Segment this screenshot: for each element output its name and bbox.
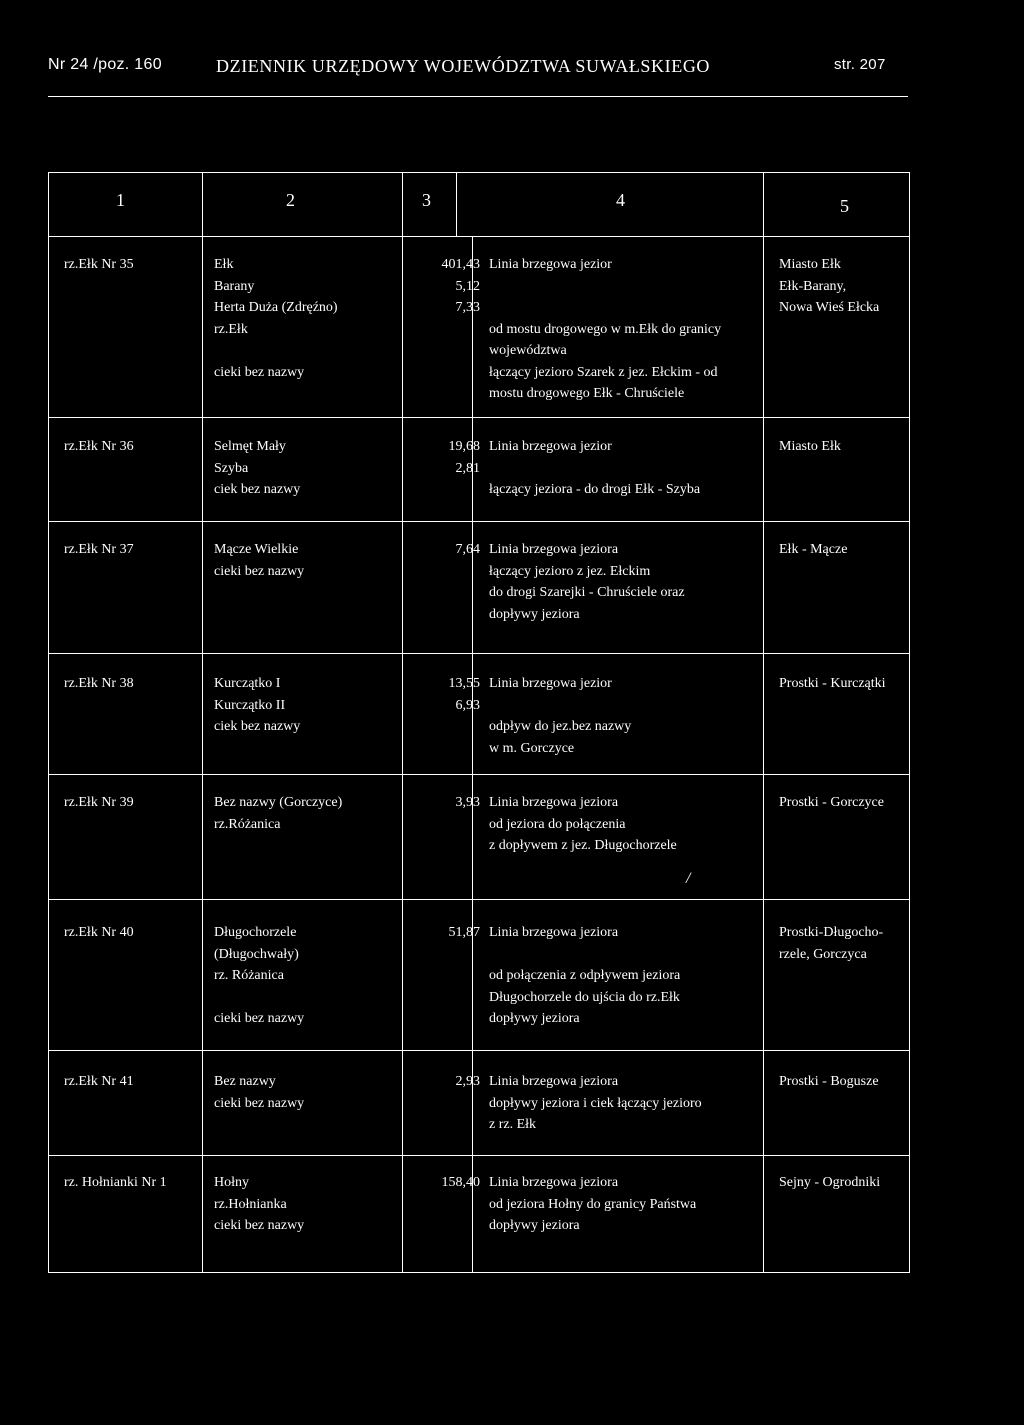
cell-line: Linia brzegowa jeziora — [489, 1074, 619, 1089]
locality-cell — [779, 792, 909, 814]
area-values-cell — [414, 254, 480, 319]
cell-line: łączący jeziora - do drogi Ełk - Szyba — [489, 482, 701, 497]
cell-line: łączący jezioro Szarek z jez. Ełckim - od — [489, 364, 718, 380]
locality-cell — [779, 436, 909, 458]
cell-line: 2,81 — [455, 460, 480, 476]
table-horizontal-rule — [48, 1050, 910, 1051]
boundary-description-cell — [489, 1172, 784, 1237]
cell-line: odpływ do jez.bez nazwy — [489, 719, 632, 734]
cell-line: od jeziora Hołny do granicy Państwa — [489, 1196, 697, 1212]
table-horizontal-rule — [48, 521, 910, 522]
river-code-cell — [64, 792, 204, 814]
cell-line: z rz. Ełk — [489, 1117, 537, 1132]
cell-line: Sejny - Ogrodniki — [779, 1175, 881, 1190]
cell-line: rz.Ełk Nr 41 — [64, 1074, 134, 1089]
table-horizontal-rule — [48, 774, 910, 775]
cell-line: rz. Różanica — [214, 968, 284, 983]
area-values-cell — [414, 673, 480, 716]
cell-line: Kurczątko II — [214, 697, 286, 713]
locality-cell — [779, 539, 909, 561]
water-body-names-cell — [214, 673, 414, 738]
locality-cell — [779, 673, 909, 695]
area-values-cell — [414, 1172, 480, 1194]
cell-line: Linia brzegowa jeziora — [489, 542, 619, 557]
cell-line — [489, 276, 784, 298]
boundary-description-cell — [489, 673, 784, 759]
cell-line: Selmęt Mały — [214, 439, 286, 454]
cell-line: Kurczątko I — [214, 676, 281, 691]
cell-line: rz.Ełk Nr 35 — [64, 257, 134, 272]
river-code-cell — [64, 1172, 204, 1194]
cell-line: rz.Ełk Nr 38 — [64, 676, 134, 691]
cell-line: cieki bez nazwy — [214, 1011, 305, 1026]
cell-line: Ełk - Mącze — [779, 542, 848, 557]
cell-line: Linia brzegowa jeziora — [489, 925, 619, 940]
table-horizontal-rule — [48, 653, 910, 654]
cell-line: rz.Ełk Nr 39 — [64, 795, 134, 810]
table-horizontal-rule — [48, 899, 910, 900]
cell-line: rz.Ełk Nr 36 — [64, 439, 134, 454]
water-body-names-cell — [214, 539, 414, 582]
cell-line: dopływy jeziora i ciek łączący jezioro — [489, 1095, 702, 1111]
cell-line: 13,55 — [448, 676, 480, 691]
cell-line: cieki bez nazwy — [214, 1218, 305, 1233]
column-header-5: 5 — [840, 196, 849, 216]
cell-line: 7,33 — [455, 300, 480, 315]
table-vertical-rule — [472, 236, 473, 1272]
locality-cell — [779, 1071, 909, 1093]
header-rule — [48, 96, 908, 97]
cell-line: Prostki - Bogusze — [779, 1074, 879, 1089]
cell-line: Linia brzegowa jeziora — [489, 795, 619, 810]
cell-line: Nowa Wieś Ełcka — [779, 300, 880, 315]
water-body-names-cell — [214, 922, 414, 1030]
water-body-names-cell — [214, 436, 414, 501]
cell-line: Hołny — [214, 1175, 249, 1190]
cell-line: rz.Różanica — [214, 816, 281, 832]
table-horizontal-rule — [48, 417, 910, 418]
cell-line: cieki bez nazwy — [214, 1095, 305, 1111]
cell-line: Linia brzegowa jeziora — [489, 1175, 619, 1190]
cell-line: mostu drogowego Ełk - Chruściele — [489, 386, 685, 401]
cell-line: Ełk — [214, 257, 234, 272]
cell-line: Prostki - Kurczątki — [779, 676, 886, 691]
river-code-cell — [64, 922, 204, 944]
cell-line: cieki bez nazwy — [214, 563, 305, 579]
boundary-description-cell — [489, 436, 784, 501]
cell-line: rz.Ełk Nr 40 — [64, 925, 134, 940]
cell-line: Prostki - Gorczyce — [779, 795, 884, 810]
cell-line: ciek bez nazwy — [214, 719, 301, 734]
page-header — [48, 56, 908, 86]
cell-line — [489, 297, 784, 319]
boundary-description-cell — [489, 539, 784, 625]
cell-line: do drogi Szarejki - Chruściele oraz — [489, 585, 685, 600]
cell-line: 51,87 — [448, 925, 480, 940]
cell-line: ciek bez nazwy — [214, 482, 301, 497]
cell-line: Długochorzele do ujścia do rz.Ełk — [489, 989, 680, 1005]
column-header-2: 2 — [286, 190, 295, 210]
cell-line: rzele, Gorczyca — [779, 946, 867, 962]
area-values-cell — [414, 792, 480, 814]
water-body-names-cell — [214, 792, 414, 835]
cell-line: 2,93 — [455, 1074, 480, 1089]
cell-line — [489, 944, 784, 966]
area-values-cell — [414, 1071, 480, 1093]
cell-line: rz.Ełk — [214, 321, 248, 337]
column-header-3: 3 — [422, 190, 431, 210]
issue-number: Nr 24 /poz. 160 — [48, 56, 162, 73]
cell-line: w m. Gorczyce — [489, 740, 575, 756]
area-values-cell — [414, 539, 480, 561]
cell-line: 7,64 — [455, 542, 480, 557]
cell-line: Linia brzegowa jezior — [489, 676, 612, 691]
cell-line: Mącze Wielkie — [214, 542, 299, 557]
column-header-4: 4 — [616, 190, 625, 210]
water-body-names-cell — [214, 254, 414, 383]
cell-line — [489, 458, 784, 480]
cell-line: od jeziora do połączenia — [489, 816, 626, 832]
cell-line: od połączenia z odpływem jeziora — [489, 968, 681, 983]
table-vertical-rule — [909, 172, 910, 1272]
cell-line: (Długochwały) — [214, 946, 299, 962]
cell-line: Miasto Ełk — [779, 257, 841, 272]
cell-line: rz.Hołnianka — [214, 1196, 287, 1212]
cell-line — [489, 695, 784, 717]
river-code-cell — [64, 539, 204, 561]
cell-line: 401,43 — [441, 257, 480, 272]
cell-line: województwa — [489, 343, 567, 358]
cell-line — [214, 340, 414, 362]
cell-line: cieki bez nazwy — [214, 364, 305, 380]
cell-line: 6,93 — [455, 697, 480, 713]
water-body-names-cell — [214, 1071, 414, 1114]
locality-cell — [779, 1172, 909, 1194]
table-header-row — [48, 172, 910, 236]
table-vertical-rule — [202, 172, 203, 1272]
cell-line: z dopływem z jez. Długochorzele — [489, 838, 677, 853]
table-vertical-rule — [48, 172, 49, 1272]
cell-line: Szyba — [214, 460, 249, 476]
cell-line: od mostu drogowego w m.Ełk do granicy — [489, 321, 722, 337]
journal-title: DZIENNIK URZĘDOWY WOJEWÓDZTWA SUWAŁSKIEGO — [216, 56, 711, 76]
cell-line: 5,12 — [455, 278, 480, 294]
cell-line: Ełk-Barany, — [779, 278, 847, 294]
cell-line: dopływy jeziora — [489, 1218, 580, 1233]
river-code-cell — [64, 1071, 204, 1093]
cell-line: łączący jezioro z jez. Ełckim — [489, 563, 651, 579]
cell-line: Barany — [214, 278, 255, 294]
locality-cell — [779, 922, 909, 965]
cell-line: Herta Duża (Zdręźno) — [214, 300, 338, 315]
cell-line: 158,40 — [441, 1175, 480, 1190]
river-code-cell — [64, 254, 204, 276]
water-body-names-cell — [214, 1172, 414, 1237]
cell-line: 3,93 — [455, 795, 480, 810]
cell-line: Bez nazwy (Gorczyce) — [214, 795, 343, 810]
cell-line: Linia brzegowa jezior — [489, 439, 612, 454]
table-horizontal-rule — [48, 236, 910, 237]
locality-cell — [779, 254, 909, 319]
cell-line: Długochorzele — [214, 925, 297, 940]
boundary-description-cell — [489, 1071, 784, 1136]
table-horizontal-rule — [48, 172, 910, 173]
column-header-1: 1 — [116, 190, 125, 210]
cell-line: dopływy jeziora — [489, 606, 580, 622]
table-horizontal-rule — [48, 1272, 910, 1273]
boundary-description-cell — [489, 792, 784, 857]
area-values-cell — [414, 922, 480, 944]
cell-line: dopływy jeziora — [489, 1011, 580, 1026]
area-values-cell — [414, 436, 480, 479]
page-number: str. 207 — [834, 56, 886, 73]
water-registry-table — [48, 172, 910, 1272]
cell-line: 19,68 — [448, 439, 480, 454]
handwritten-mark: / — [686, 870, 691, 887]
cell-line: rz.Ełk Nr 37 — [64, 542, 134, 557]
cell-line: Linia brzegowa jezior — [489, 257, 612, 272]
river-code-cell — [64, 673, 204, 695]
cell-line: Bez nazwy — [214, 1074, 276, 1089]
table-vertical-rule — [456, 172, 457, 236]
cell-line: rz. Hołnianki Nr 1 — [64, 1175, 167, 1190]
boundary-description-cell — [489, 922, 784, 1030]
boundary-description-cell — [489, 254, 784, 405]
river-code-cell — [64, 436, 204, 458]
cell-line — [214, 987, 414, 1009]
table-horizontal-rule — [48, 1155, 910, 1156]
cell-line: Miasto Ełk — [779, 439, 841, 454]
cell-line: Prostki-Długocho- — [779, 925, 884, 940]
